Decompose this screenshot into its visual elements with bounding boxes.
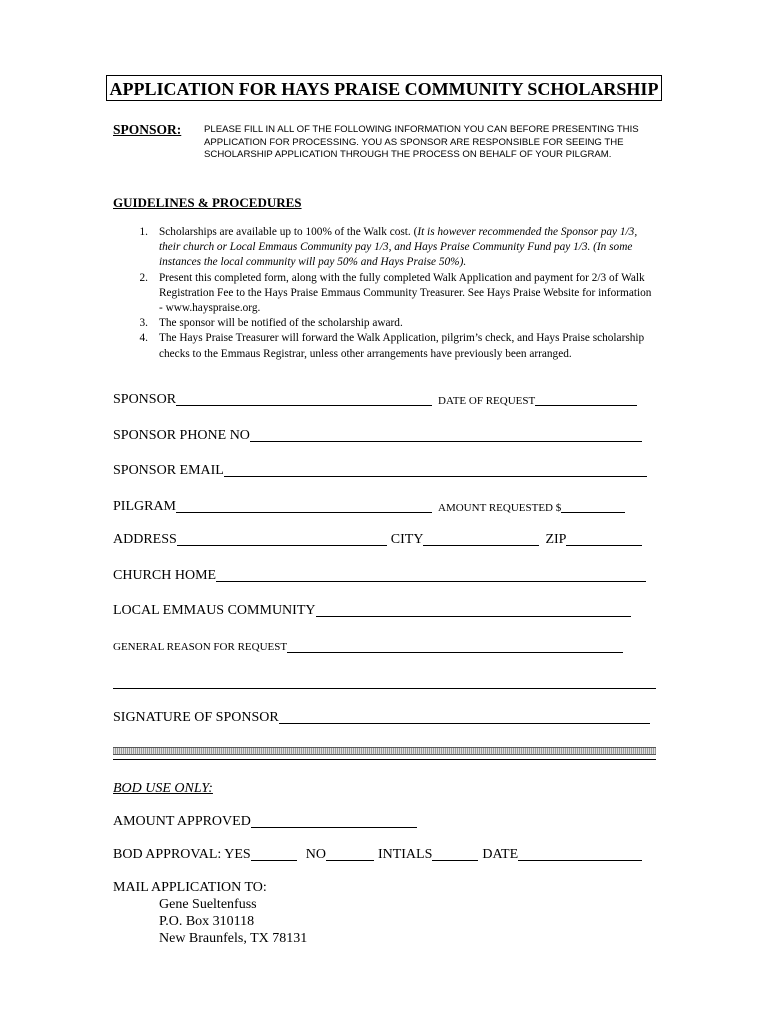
approval-no-label: NO <box>305 847 326 862</box>
amount-approved-label: AMOUNT APPROVED <box>113 814 251 829</box>
general-reason-extra-line[interactable] <box>113 688 656 689</box>
initials-label: INTIALS <box>377 847 433 862</box>
local-emmaus-blank[interactable] <box>316 604 631 617</box>
zip-label: ZIP <box>545 532 567 547</box>
address-label: ADDRESS <box>113 532 177 547</box>
pilgram-row <box>113 499 625 515</box>
amount-approved-blank[interactable] <box>251 815 417 828</box>
guidelines-list <box>132 225 657 362</box>
sponsor-phone-row <box>113 428 642 444</box>
bod-approval-row <box>113 847 642 863</box>
amount-approved-row <box>113 814 417 830</box>
guideline-item <box>132 316 657 331</box>
approval-yes-blank[interactable] <box>251 848 297 861</box>
bod-use-only-heading: BOD USE ONLY: <box>113 781 213 796</box>
local-emmaus-label: LOCAL EMMAUS COMMUNITY <box>113 603 316 618</box>
guideline-text: Scholarships are available up to 100% of the Walk cost. ( <box>159 226 418 238</box>
signature-label: SIGNATURE OF SPONSOR <box>113 710 279 725</box>
section-divider <box>113 747 656 755</box>
guideline-text: The sponsor will be notified of the scholarship award. <box>159 317 403 330</box>
church-home-label: CHURCH HOME <box>113 568 217 583</box>
guideline-item <box>132 225 657 271</box>
bod-approval-yes-label: BOD APPROVAL: YES <box>113 847 251 862</box>
mail-city-state: New Braunfels, TX 78131 <box>159 931 308 946</box>
date-of-request-blank[interactable] <box>535 393 637 406</box>
date-of-request-label: DATE OF REQUEST <box>438 395 536 407</box>
signature-row <box>113 710 650 726</box>
sponsor-email-blank[interactable] <box>224 464 647 477</box>
general-reason-label: GENERAL REASON FOR REQUEST <box>113 641 288 653</box>
approval-no-blank[interactable] <box>326 848 374 861</box>
general-reason-blank[interactable] <box>287 642 623 653</box>
church-home-row <box>113 568 646 584</box>
zip-blank[interactable] <box>566 533 642 546</box>
sponsor-phone-blank[interactable] <box>250 429 642 442</box>
mail-application-block <box>113 879 307 947</box>
guideline-text: Present this completed form, along with the fully completed Walk Application and payment for 2/3 of Walk Registration Fee to the Hays Praise Emmaus Community Treasurer. See Hays Praise Website for information - www.hayspraise.org. <box>159 271 652 315</box>
initials-blank[interactable] <box>432 848 478 861</box>
guideline-text: The Hays Praise Treasurer will forward the Walk Application, pilgrim’s check, and Hays Praise scholarship checks to the Emmaus Registrar, unless other arrangements have previously been arranged. <box>159 332 645 360</box>
sponsor-name-blank[interactable] <box>176 393 432 406</box>
form-title: APPLICATION FOR HAYS PRAISE COMMUNITY SCHOLARSHIP <box>106 75 662 101</box>
local-emmaus-row <box>113 603 631 619</box>
sponsor-label: SPONSOR <box>113 392 177 407</box>
city-label: CITY <box>390 532 424 547</box>
sponsor-email-label: SPONSOR EMAIL <box>113 463 224 478</box>
city-blank[interactable] <box>423 533 539 546</box>
amount-requested-label: AMOUNT REQUESTED $ <box>438 502 562 514</box>
church-home-blank[interactable] <box>216 569 646 582</box>
mail-recipient-name: Gene Sueltenfuss <box>159 897 257 912</box>
sponsor-heading: SPONSOR: <box>113 122 182 137</box>
approval-date-blank[interactable] <box>518 848 642 861</box>
guideline-number: 2. <box>139 271 148 284</box>
section-divider-line <box>113 759 656 760</box>
guideline-number: 1. <box>139 226 148 238</box>
sponsor-row <box>113 392 637 408</box>
guideline-item <box>132 271 657 317</box>
mail-heading: MAIL APPLICATION TO: <box>113 880 267 895</box>
amount-requested-blank[interactable] <box>561 500 625 513</box>
sponsor-phone-label: SPONSOR PHONE NO <box>113 428 250 443</box>
guideline-italic-text: It is however recommended the Sponsor pay 1/3, their church or Local Emmaus Community pay 1/3, and Hays Praise Community Fund pay 1/3. (In some instances the local community will pay 50% and Hays Praise 50%). <box>159 226 638 269</box>
address-row <box>113 532 642 548</box>
approval-date-label: DATE <box>482 847 519 862</box>
address-blank[interactable] <box>177 533 387 546</box>
pilgram-label: PILGRAM <box>113 499 177 514</box>
guideline-number: 3. <box>139 317 148 330</box>
guideline-number: 4. <box>139 332 148 345</box>
signature-blank[interactable] <box>279 711 650 724</box>
guideline-item <box>132 331 657 361</box>
mail-po-box: P.O. Box 310118 <box>159 914 255 929</box>
general-reason-row <box>113 641 623 654</box>
pilgram-blank[interactable] <box>176 500 432 513</box>
guidelines-heading: GUIDELINES & PROCEDURES <box>113 195 302 210</box>
sponsor-instructions: PLEASE FILL IN ALL OF THE FOLLOWING INFORMATION YOU CAN BEFORE PRESENTING THIS APPLICATION FOR PROCESSING. YOU AS SPONSOR ARE RESPONSIBLE FOR SEEING THE SCHOLARSHIP APPLICATION THROUGH THE PROCESS ON BEHALF OF YOUR PILGRAM. <box>204 124 639 160</box>
sponsor-email-row <box>113 463 647 479</box>
